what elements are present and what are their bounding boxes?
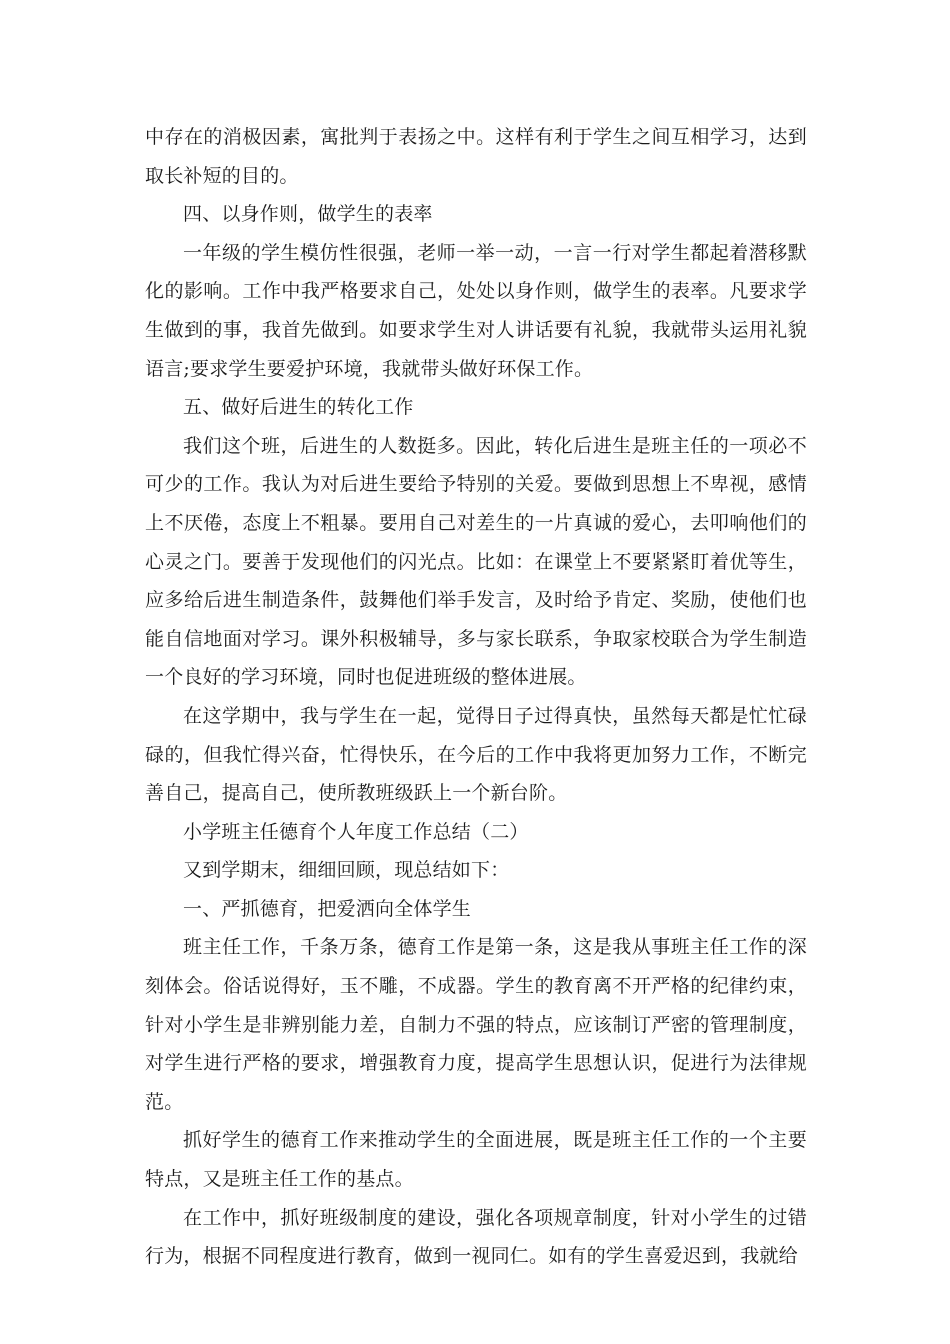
paragraph: 在工作中，抓好班级制度的建设，强化各项规章制度，针对小学生的过错行为，根据不同程度进行教育，做到一视同仁。如有的学生喜爱迟到，我就给: [145, 1206, 807, 1268]
document-body: [145, 118, 807, 1276]
paragraph: 在这学期中，我与学生在一起，觉得日子过得真快，虽然每天都是忙忙碌碌的，但我忙得兴奋，忙得快乐，在今后的工作中我将更加努力工作，不断完善自己，提高自己，使所教班级跃上一个新台阶。: [145, 704, 807, 805]
paragraph-continuation: 中存在的消极因素，寓批判于表扬之中。这样有利于学生之间互相学习，达到取长补短的目的。: [145, 126, 807, 187]
section-heading-1: 一、严抓德育，把爱洒向全体学生: [183, 897, 472, 920]
document-subtitle: 小学班主任德育个人年度工作总结（二）: [183, 820, 529, 843]
section-heading-5: 五、做好后进生的转化工作: [183, 396, 414, 419]
section-heading-4: 四、以身作则，做学生的表率: [183, 203, 433, 226]
paragraph: 我们这个班，后进生的人数挺多。因此，转化后进生是班主任的一项必不可少的工作。我认为对后进生要给予特别的关爱。要做到思想上不卑视，感情上不厌倦，态度上不粗暴。要用自己对差生的一片真诚的爱心，去叩响他们的心灵之门。要善于发现他们的闪光点。比如：在课堂上不要紧紧盯着优等生，应多给后进生制造条件，鼓舞他们举手发言，及时给予肯定、奖励，使他们也能自信地面对学习。课外积极辅导，多与家长联系，争取家校联合为学生制造一个良好的学习环境，同时也促进班级的整体进展。: [145, 434, 807, 689]
paragraph: 抓好学生的德育工作来推动学生的全面进展，既是班主任工作的一个主要特点，又是班主任工作的基点。: [145, 1129, 807, 1191]
paragraph: 又到学期末，细细回顾，现总结如下：: [183, 859, 510, 882]
paragraph: 班主任工作，千条万条，德育工作是第一条，这是我从事班主任工作的深刻体会。俗话说得好，玉不雕，不成器。学生的教育离不开严格的纪律约束，针对小学生是非辨别能力差，自制力不强的特点，应该制订严密的管理制度，对学生进行严格的要求，增强教育力度，提高学生思想认识，促进行为法律规范。: [145, 936, 807, 1113]
paragraph: 一年级的学生模仿性很强，老师一举一动，一言一行对学生都起着潜移默化的影响。工作中我严格要求自己，处处以身作则，做学生的表率。凡要求学生做到的事，我首先做到。如要求学生对人讲话要有礼貌，我就带头运用礼貌语言;要求学生要爱护环境，我就带头做好环保工作。: [145, 241, 807, 380]
